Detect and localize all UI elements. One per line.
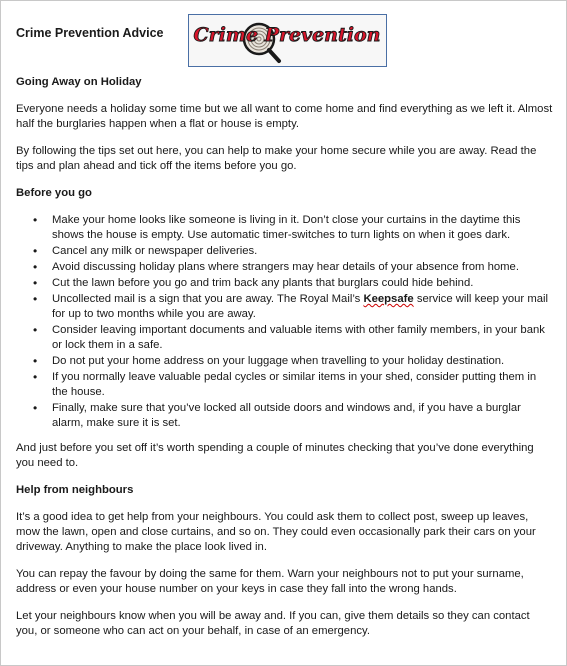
list-item: • Cancel any milk or newspaper deliveries.: [52, 244, 554, 259]
logo-wordmark: Crime Prevention: [193, 24, 381, 46]
crime-prevention-logo: [188, 14, 387, 67]
list-item: • Do not put your home address on your luggage when travelling to your holiday destination.: [52, 354, 554, 369]
list-item: • Finally, make sure that you’ve locked all outside doors and windows and, if you have a burglar alarm, make sure it is set.: [52, 401, 554, 431]
neighbours-paragraph-2: You can repay the favour by doing the same for them. Warn your neighbours not to put your surname, address or even your house number on your keys in case they fall into the wrong hands.: [16, 568, 524, 595]
list-item: • If you normally leave valuable pedal cycles or similar items in your shed, consider putting them in the house.: [52, 370, 554, 400]
list-item: • Make your home looks like someone is living in it. Don’t close your curtains in the daytime this shows the house is empty. Use automatic timer-switches to turn lights on when it goes dark.: [52, 213, 554, 243]
holiday-paragraph-2: By following the tips set out here, you can help to make your home secure while you are away. Read the tips and plan ahead and tick off the items before you go.: [16, 145, 537, 172]
heading-going-away: Going Away on Holiday: [16, 76, 142, 88]
keepsafe-word: Keepsafe: [363, 293, 414, 305]
mail-item-end: service will keep your mail for up to two months while you are away.: [52, 293, 549, 320]
heading-before-you-go: Before you go: [16, 187, 92, 199]
logo-graphic: [189, 15, 386, 66]
list-item: • Cut the lawn before you go and trim back any plants that burglars could hide behind.: [52, 276, 554, 291]
document-body: [16, 75, 554, 639]
document-title: Crime Prevention Advice: [16, 26, 164, 40]
list-item: • Avoid discussing holiday plans where strangers may hear details of your absence from home.: [52, 260, 554, 275]
neighbours-paragraph-3: Let your neighbours know when you will be away and. If you can, give them details so they can contact you, or someone who can act on your behalf, in case of an emergency.: [16, 610, 530, 637]
before-you-go-list: [16, 213, 554, 431]
heading-help-from-neighbours: Help from neighbours: [16, 484, 134, 496]
before-closing-paragraph: And just before you set off it’s worth spending a couple of minutes checking that you’ve done everything you need to.: [16, 442, 534, 469]
mail-item-start: Uncollected mail is a sign that you are away. The Royal Mail’s: [52, 293, 364, 305]
list-item: [52, 292, 554, 322]
neighbours-paragraph-1: It’s a good idea to get help from your neighbours. You could ask them to collect post, sweep up leaves, mow the lawn, open and close curtains, and so on. They could even occasionally park their cars on your driveway. Anything to make the place look lived in.: [16, 511, 536, 553]
list-item: • Consider leaving important documents and valuable items with other family members, in your bank or lock them in a safe.: [52, 323, 554, 353]
holiday-paragraph-1: Everyone needs a holiday some time but we all want to come home and find everything as we left it. Almost half the burglaries happen when a flat or house is empty.: [16, 103, 553, 130]
